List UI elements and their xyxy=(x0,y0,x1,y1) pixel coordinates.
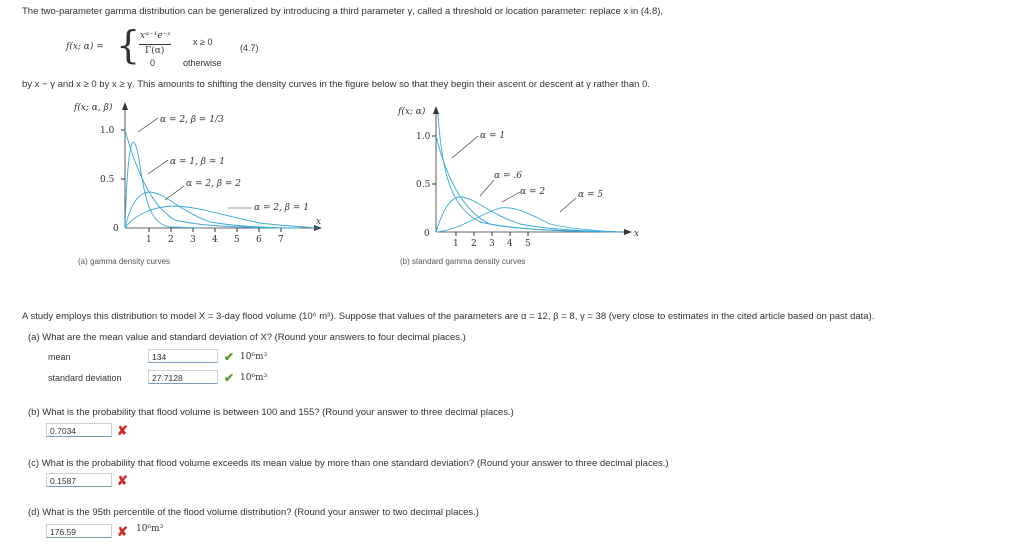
figure-b-ytick-1: 1.0 xyxy=(416,132,431,142)
figure-a-xtick-2: 2 xyxy=(168,235,174,245)
figure-b-caption: (b) standard gamma density curves xyxy=(400,257,526,266)
question-d: (d) What is the 95th percentile of the flood volume distribution? (Round your answer to two decimal places.) xyxy=(28,507,479,518)
sd-answer-field[interactable]: 27.7128 xyxy=(148,370,218,384)
figure-a-label-a2-b2: α = 2, β = 2 xyxy=(186,179,241,189)
figure-a-xtick-6: 6 xyxy=(256,235,262,245)
figure-b-ylabel: f(x; α) xyxy=(398,107,426,117)
d-incorrect-icon: ✘ xyxy=(117,524,128,539)
figure-a-ytick-3: 0 xyxy=(113,224,119,234)
mean-label: mean xyxy=(48,352,71,362)
figure-a-xtick-5: 5 xyxy=(234,235,240,245)
figure-a-label-a1-b1: α = 1, β = 1 xyxy=(170,157,225,167)
figure-b-xtick-4: 4 xyxy=(507,239,513,246)
figure-b-xtick-2: 2 xyxy=(471,239,477,246)
formula-numerator: xᵅ⁻¹e⁻ˣ xyxy=(140,31,171,41)
b-incorrect-icon: ✘ xyxy=(117,423,128,438)
formula-condition-2: otherwise xyxy=(183,58,222,68)
c-incorrect-icon: ✘ xyxy=(117,473,128,488)
figure-a-label-a2-b1: α = 2, β = 1 xyxy=(254,203,309,213)
figure-a-xlabel: x xyxy=(316,217,322,227)
sd-unit: 10⁶m³ xyxy=(240,373,268,383)
figure-b-label-a1: α = 1 xyxy=(480,131,506,141)
b-answer-field[interactable]: 0.7034 xyxy=(46,423,112,437)
figure-a-chart xyxy=(60,96,340,246)
sd-correct-icon: ✔ xyxy=(224,371,235,385)
sd-label: standard deviation xyxy=(48,373,122,383)
formula-zero: 0 xyxy=(150,58,156,68)
figure-b-curve-a2 xyxy=(436,197,620,232)
d-unit: 10⁶m³ xyxy=(136,524,164,534)
figure-a-label-a2-b1/3: α = 2, β = 1/3 xyxy=(160,115,224,125)
figure-b-xlabel: x xyxy=(634,229,640,239)
figure-b-label-a2: α = 2 xyxy=(520,187,546,197)
formula-condition-1: x ≥ 0 xyxy=(193,37,213,47)
equation-number: (4.7) xyxy=(240,43,259,53)
formula-lhs: f(x; α) = xyxy=(66,42,104,52)
figure-a-xtick-4: 4 xyxy=(212,235,218,245)
figure-b-ytick-2: 0.5 xyxy=(416,180,431,190)
figure-b-label-a5: α = 5 xyxy=(578,190,604,200)
figure-b-chart xyxy=(390,96,650,246)
figure-b-xtick-1: 1 xyxy=(453,239,459,246)
figure-a-xtick-1: 1 xyxy=(146,235,152,245)
figure-b-label-a.6: α = .6 xyxy=(494,171,522,181)
mean-correct-icon: ✔ xyxy=(224,350,235,364)
figure-b-curve-a1 xyxy=(436,136,620,232)
question-b: (b) What is the probability that flood volume is between 100 and 155? (Round your answer to three decimal places.) xyxy=(28,407,514,418)
question-a: (a) What are the mean value and standard deviation of X? (Round your answers to four decimal places.) xyxy=(28,332,466,343)
question-c: (c) What is the probability that flood volume exceeds its mean value by more than one standard deviation? (Round your answer to three decimal places.) xyxy=(28,458,669,469)
c-answer-field[interactable]: 0.1587 xyxy=(46,473,112,487)
figure-a-xtick-7: 7 xyxy=(278,235,284,245)
figure-a-caption: (a) gamma density curves xyxy=(78,257,171,266)
figure-b-xtick-3: 3 xyxy=(489,239,495,246)
figure-b-xtick-5: 5 xyxy=(525,239,531,246)
intro-line1: The two-parameter gamma distribution can be generalized by introducing a third parameter γ, called a threshold or location parameter: replace x in (4.8), xyxy=(22,6,664,17)
problem-statement: A study employs this distribution to model X = 3-day flood volume (10⁶ m³). Suppose that values of the parameters are α = 12, β = 8, γ = 38 (very close to estimates in the cited article based on past data). xyxy=(22,311,875,322)
intro-line2: by x − γ and x ≥ 0 by x ≥ γ. This amounts to shifting the density curves in the figure below so that they begin their ascent or descent at γ rather than 0. xyxy=(22,79,650,90)
formula-brace: { xyxy=(116,23,141,67)
figure-a-xtick-3: 3 xyxy=(190,235,196,245)
figure-b-ytick-3: 0 xyxy=(424,229,430,239)
figure-a-xticks xyxy=(146,228,284,245)
figure-a-ytick-1: 1.0 xyxy=(100,126,115,136)
mean-answer-field[interactable]: 134 xyxy=(148,349,218,363)
figure-a-ytick-2: 0.5 xyxy=(100,175,115,185)
d-answer-field[interactable]: 176.59 xyxy=(46,524,112,538)
formula-fraction-bar xyxy=(139,44,171,45)
formula-denominator: Γ(α) xyxy=(145,46,165,56)
figure-a-ylabel: f(x; α, β) xyxy=(74,103,113,113)
mean-unit: 10⁶m³ xyxy=(240,352,268,362)
